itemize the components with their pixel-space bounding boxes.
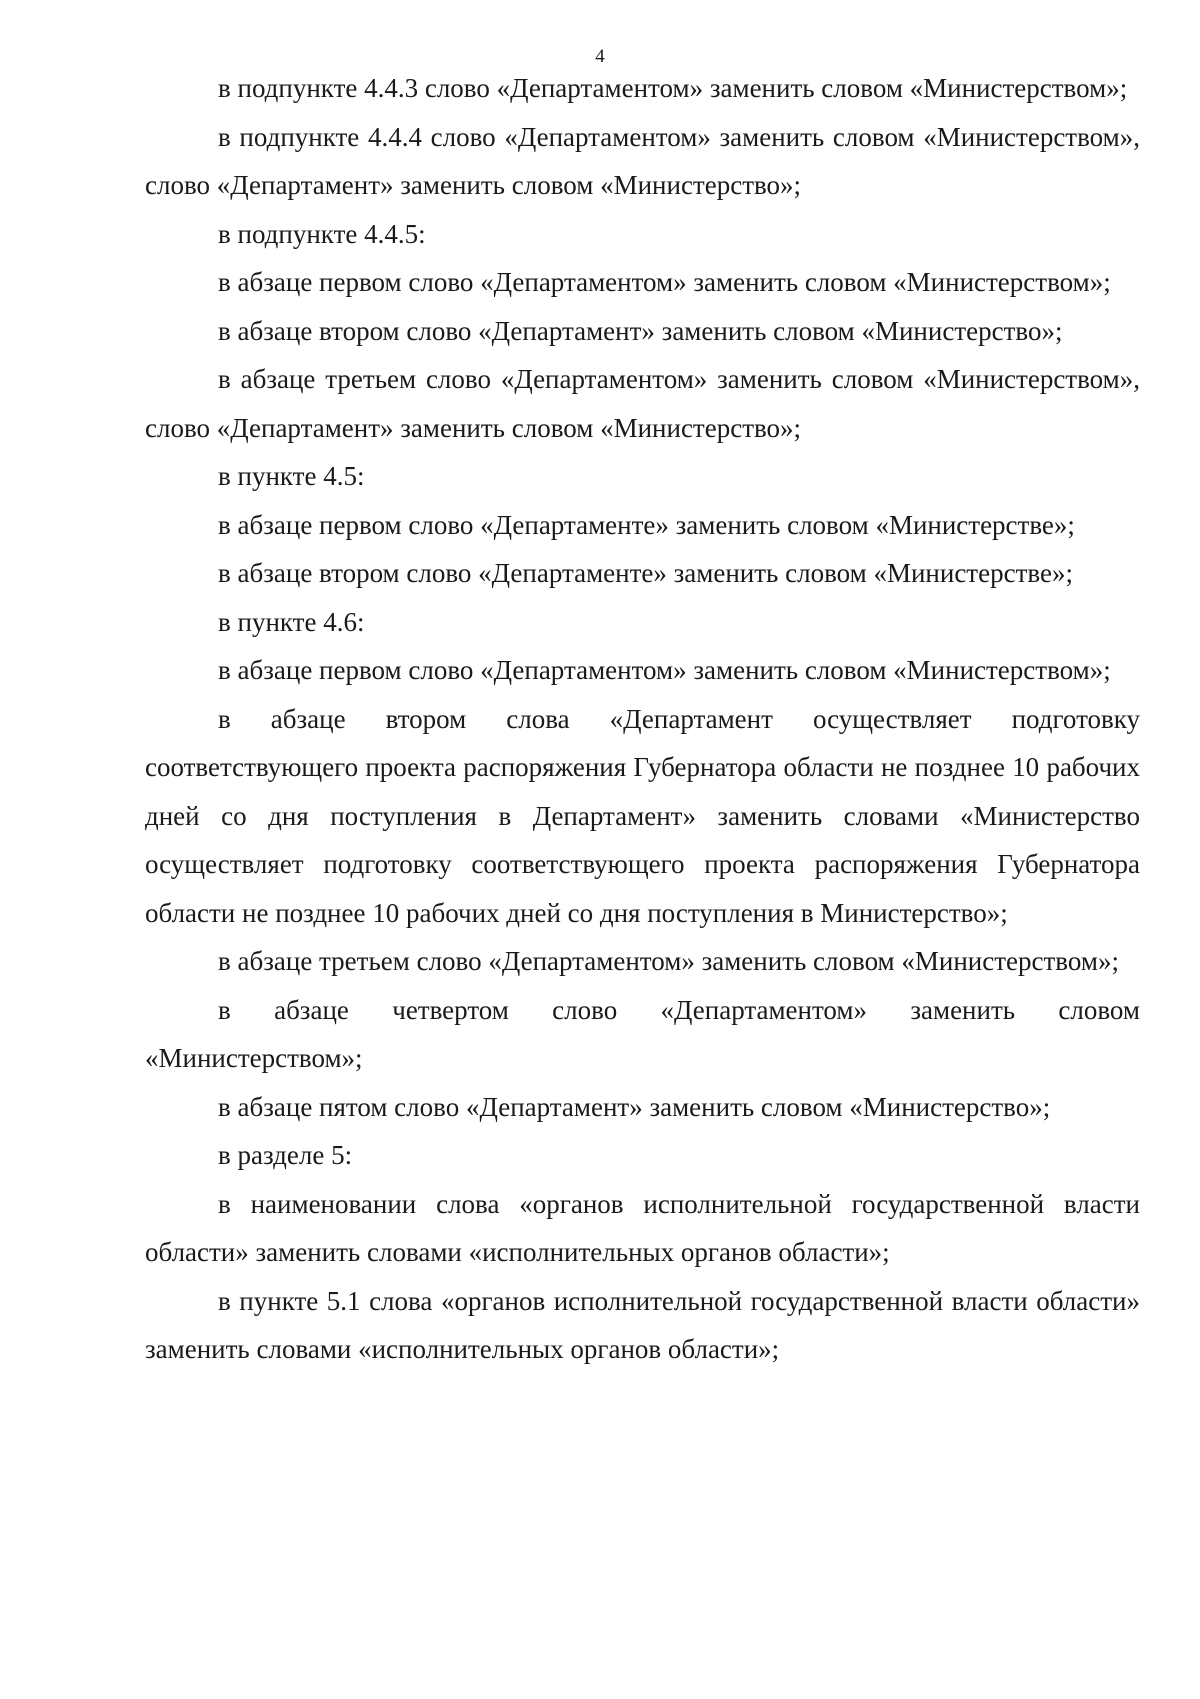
- paragraph-4-4-5-third: в абзаце третьем слово «Департаментом» заменить словом «Министерством», слово «Департамент» заменить словом «Министерство»;: [145, 364, 1140, 443]
- paragraph-item-4-5-heading: в пункте 4.5:: [218, 461, 365, 491]
- paragraph-item-4-6-heading: в пункте 4.6:: [218, 606, 365, 637]
- paragraph-subitem-4-4-5-heading: в подпункте 4.4.5:: [218, 218, 426, 249]
- paragraph-4-6-third: в абзаце третьем слово «Департаментом» заменить словом «Министерством»;: [218, 946, 1119, 976]
- paragraph-4-6-second: в абзаце втором слова «Департамент осуществляет подготовку соответствующего проекта распоряжения Губернатора области не позднее 10 рабочих дней со дня поступления в Департамент» заменить словами «Министерство осуществляет подготовку соответствующего проекта распоряжения Губернатора области не позднее 10 рабочих дней со дня поступления в Министерство»;: [145, 703, 1140, 928]
- paragraph-subitem-4-4-4: в подпункте 4.4.4 слово «Департаментом» заменить словом «Министерством», слово «Департамент» заменить словом «Министерство»;: [145, 121, 1140, 200]
- paragraph-4-6-fifth: в абзаце пятом слово «Департамент» заменить словом «Министерство»;: [218, 1091, 1051, 1122]
- paragraph-4-5-first: в абзаце первом слово «Департаменте» заменить словом «Министерстве»;: [218, 509, 1075, 540]
- paragraph-section-5-heading: в разделе 5:: [218, 1140, 353, 1170]
- paragraph-section-5-name: в наименовании слова «органов исполнительной государственной власти области» заменить словами «исполнительных органов области»;: [145, 1188, 1140, 1267]
- paragraph-4-5-second: в абзаце втором слово «Департаменте» заменить словом «Министерстве»;: [218, 558, 1073, 588]
- page-number: 4: [595, 46, 605, 67]
- paragraph-4-4-5-first: в абзаце первом слово «Департаментом» заменить словом «Министерством»;: [218, 267, 1111, 297]
- paragraph-subitem-4-4-3: в подпункте 4.4.3 слово «Департаментом» заменить словом «Министерством»;: [218, 73, 1128, 103]
- paragraph-4-4-5-second: в абзаце втором слово «Департамент» заменить словом «Министерство»;: [218, 315, 1063, 346]
- paragraph-4-6-fourth: в абзаце четвертом слово «Департаментом» заменить словом «Министерством»;: [145, 994, 1140, 1073]
- document-body: [145, 64, 1140, 1374]
- paragraph-4-6-first: в абзаце первом слово «Департаментом» заменить словом «Министерством»;: [218, 655, 1111, 685]
- paragraph-item-5-1: в пункте 5.1 слова «органов исполнительной государственной власти области» заменить словами «исполнительных органов области»;: [145, 1285, 1140, 1364]
